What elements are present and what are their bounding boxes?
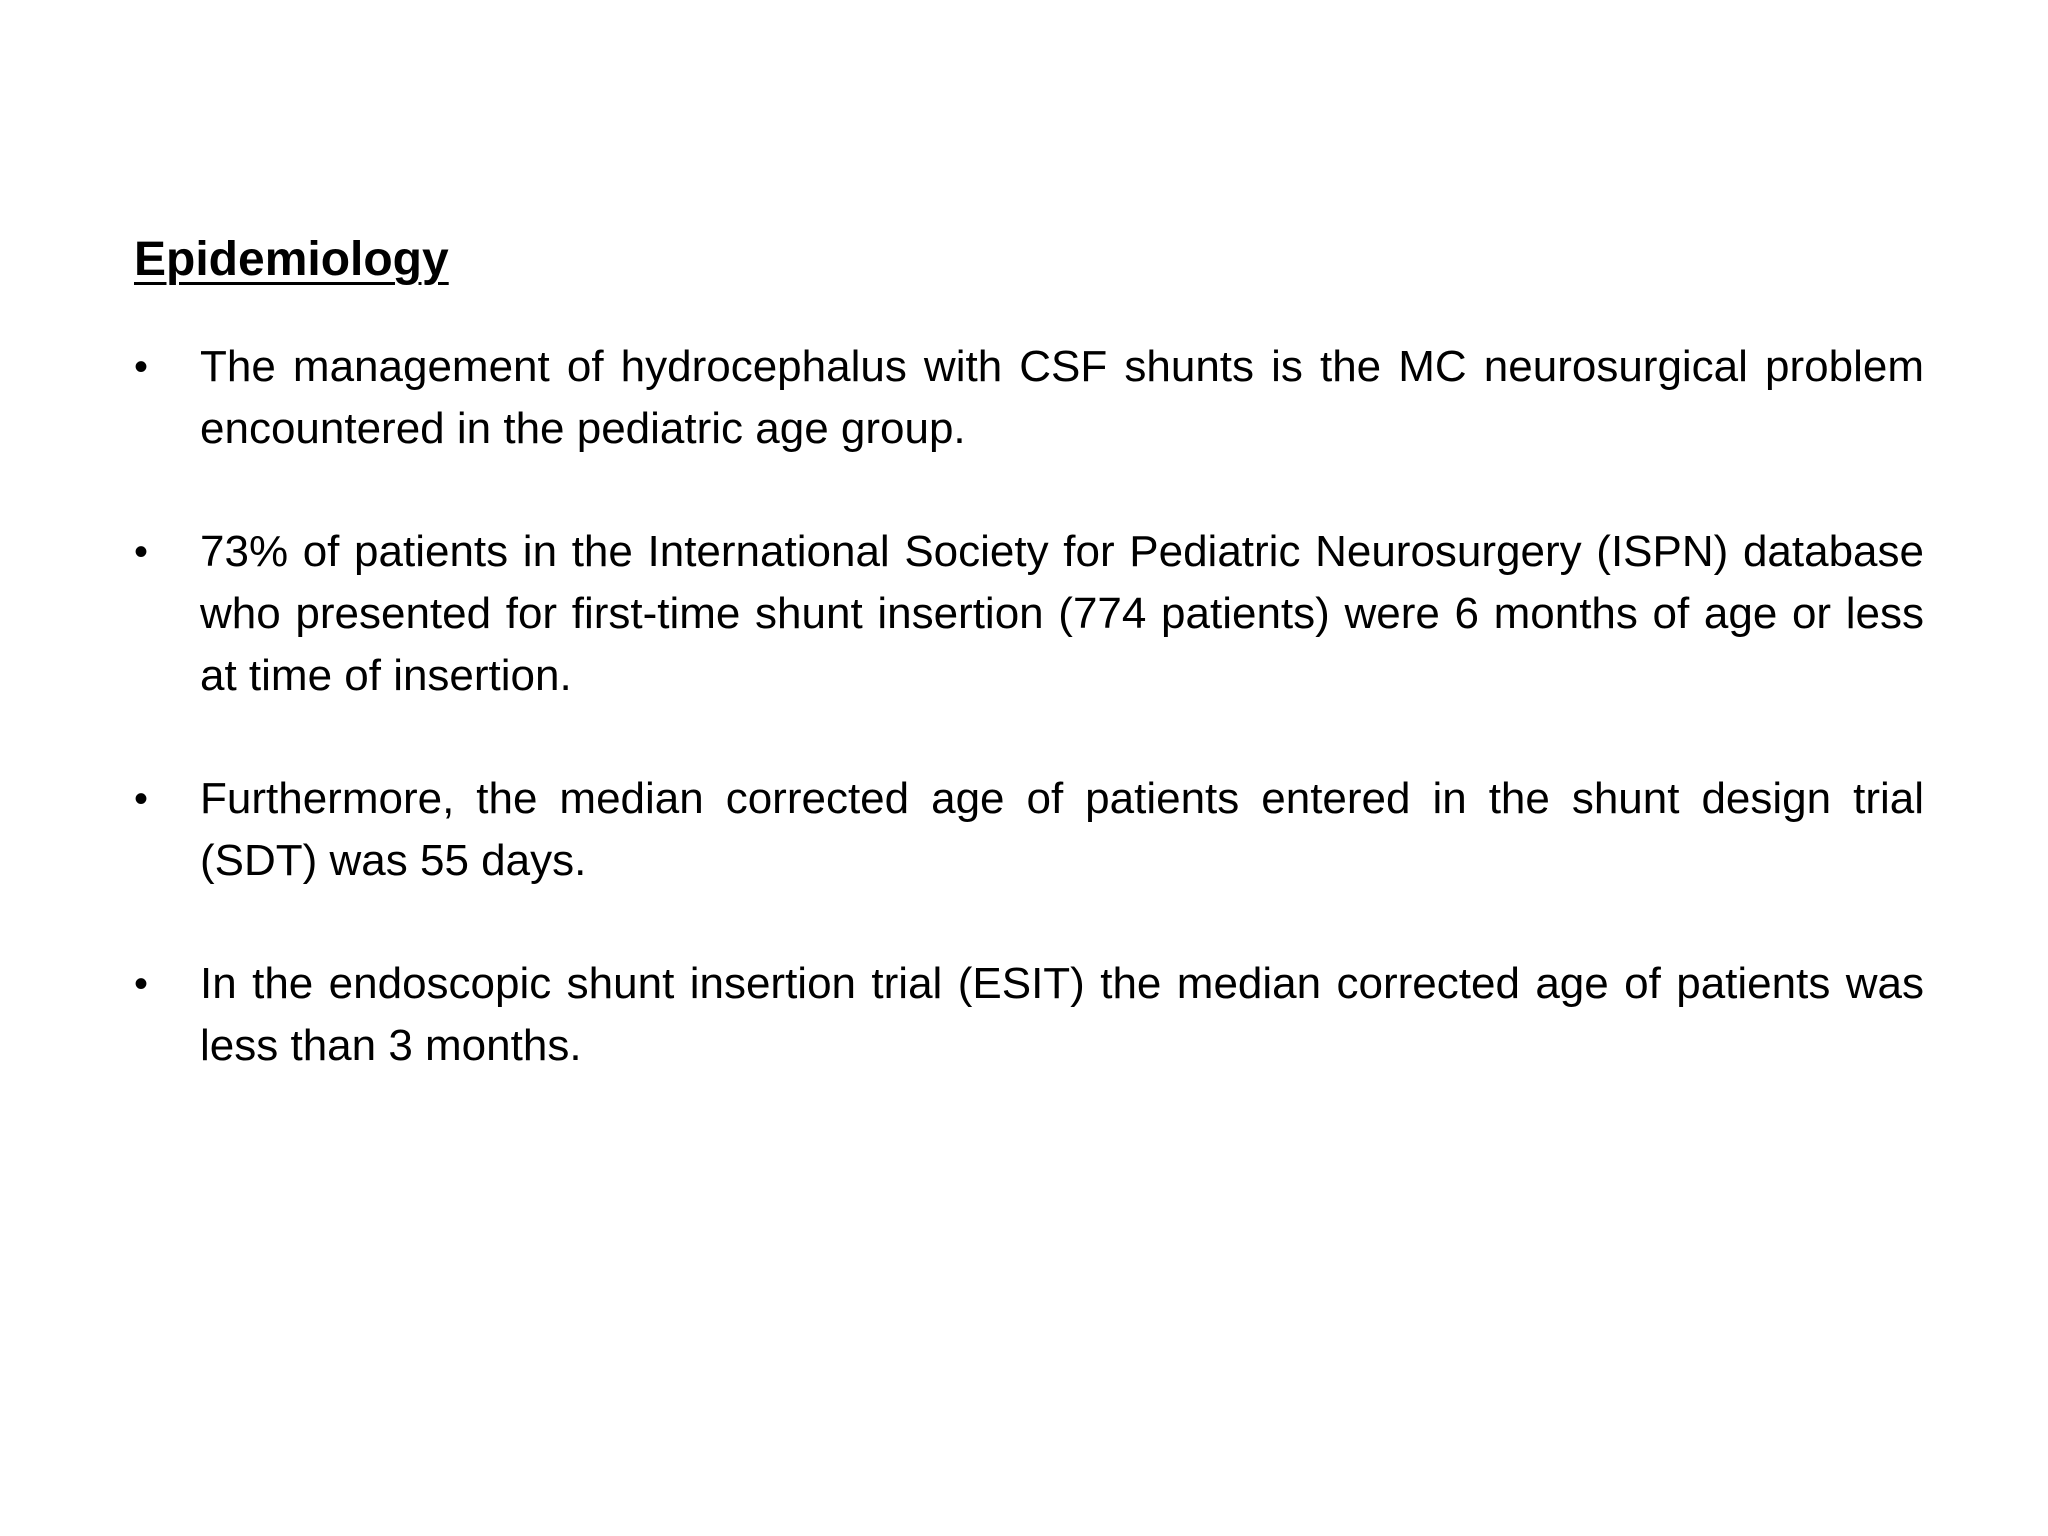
bullet-item [134,336,1924,460]
bullet-text: In the endoscopic shunt insertion trial (ESIT) the median corrected age of patients was less than 3 months. [200,959,1924,1070]
bullet-dot-icon: • [134,345,149,389]
bullet-dot-icon: • [134,962,149,1006]
bullet-list [134,336,1924,1077]
bullet-text: 73% of patients in the International Society for Pediatric Neurosurgery (ISPN) database who presented for first-time shunt insertion (774 patients) were 6 months of age or less at time of insertion. [200,527,1924,700]
bullet-dot-icon: • [134,777,149,821]
bullet-text: Furthermore, the median corrected age of patients entered in the shunt design trial (SDT) was 55 days. [200,774,1924,885]
bullet-item [134,768,1924,892]
bullet-text: The management of hydrocephalus with CSF shunts is the MC neurosurgical problem encountered in the pediatric age group. [200,342,1924,453]
bullet-item [134,953,1924,1077]
bullet-item [134,521,1924,707]
slide-heading: Epidemiology [134,233,449,286]
bullet-dot-icon: • [134,530,149,574]
